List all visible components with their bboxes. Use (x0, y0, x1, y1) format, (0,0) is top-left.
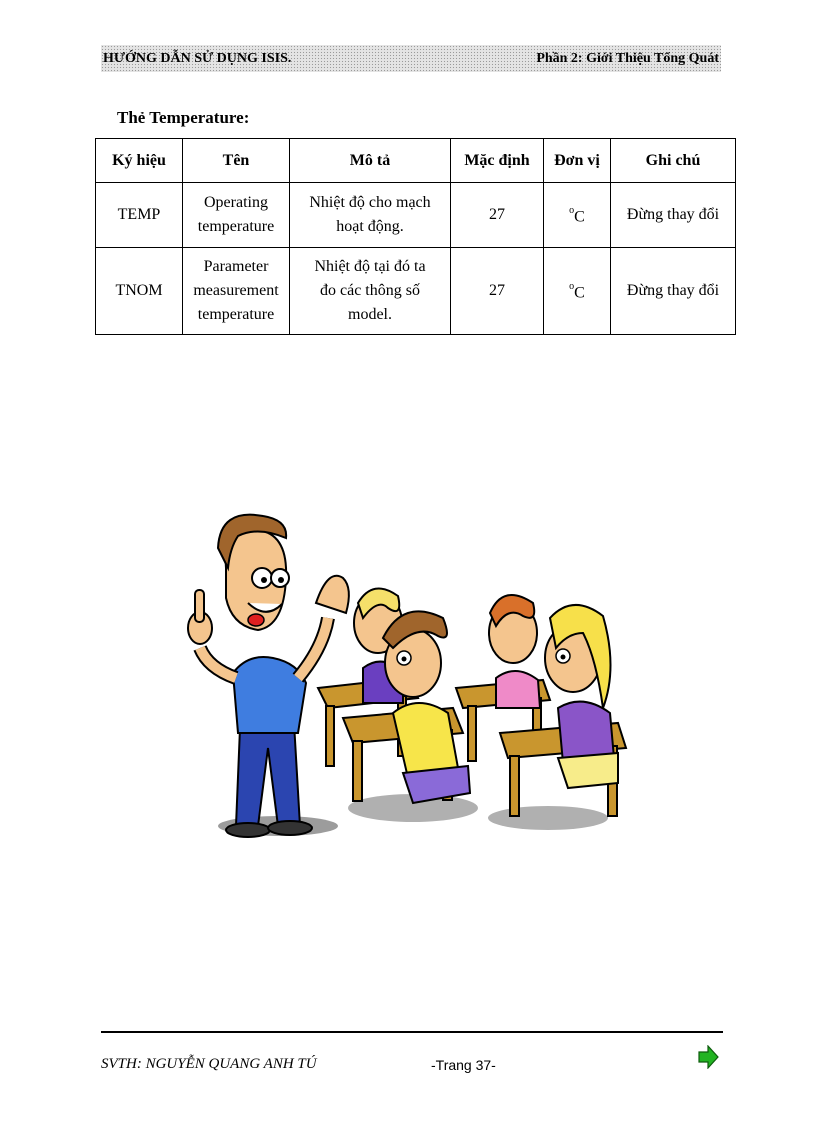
degree-sign: o (569, 280, 575, 292)
header-left-title: HƯỚNG DẪN SỬ DỤNG ISIS. (103, 50, 292, 66)
cell-unit (544, 248, 611, 335)
footer-page-number: -Trang 37- (431, 1057, 496, 1073)
cell-name: Operating temperature (183, 183, 290, 248)
green-right-arrow-icon[interactable] (697, 1045, 719, 1069)
column-header: Mặc định (451, 139, 544, 183)
cell-symbol: TEMP (96, 183, 183, 248)
cell-default: 27 (451, 183, 544, 248)
unit-letter: C (574, 208, 585, 226)
table-row (96, 248, 736, 335)
temperature-parameter-table (95, 138, 736, 335)
column-header: Ký hiệu (96, 139, 183, 183)
unit-letter: C (574, 284, 585, 302)
cell-default: 27 (451, 248, 544, 335)
cell-unit (544, 183, 611, 248)
cell-description: Nhiệt độ tại đó ta đo các thông số model. (290, 248, 451, 335)
column-header: Ghi chú (611, 139, 736, 183)
column-header: Tên (183, 139, 290, 183)
cell-note: Đừng thay đổi (611, 248, 736, 335)
degree-sign: o (569, 204, 575, 216)
page-header (101, 45, 721, 72)
cell-symbol: TNOM (96, 248, 183, 335)
header-right-title: Phần 2: Giới Thiệu Tổng Quát (536, 50, 719, 66)
cell-description: Nhiệt độ cho mạch hoạt động. (290, 183, 451, 248)
cell-note: Đừng thay đổi (611, 183, 736, 248)
column-header: Mô tả (290, 139, 451, 183)
table-header-row (96, 139, 736, 183)
footer-divider (101, 1031, 723, 1033)
footer-author: SVTH: NGUYỄN QUANG ANH TÚ (101, 1056, 317, 1072)
section-title: Thẻ Temperature: (117, 108, 250, 127)
teacher-classroom-clipart-icon (178, 508, 640, 848)
column-header: Đơn vị (544, 139, 611, 183)
cell-name: Parameter measurement temperature (183, 248, 290, 335)
table-row (96, 183, 736, 248)
